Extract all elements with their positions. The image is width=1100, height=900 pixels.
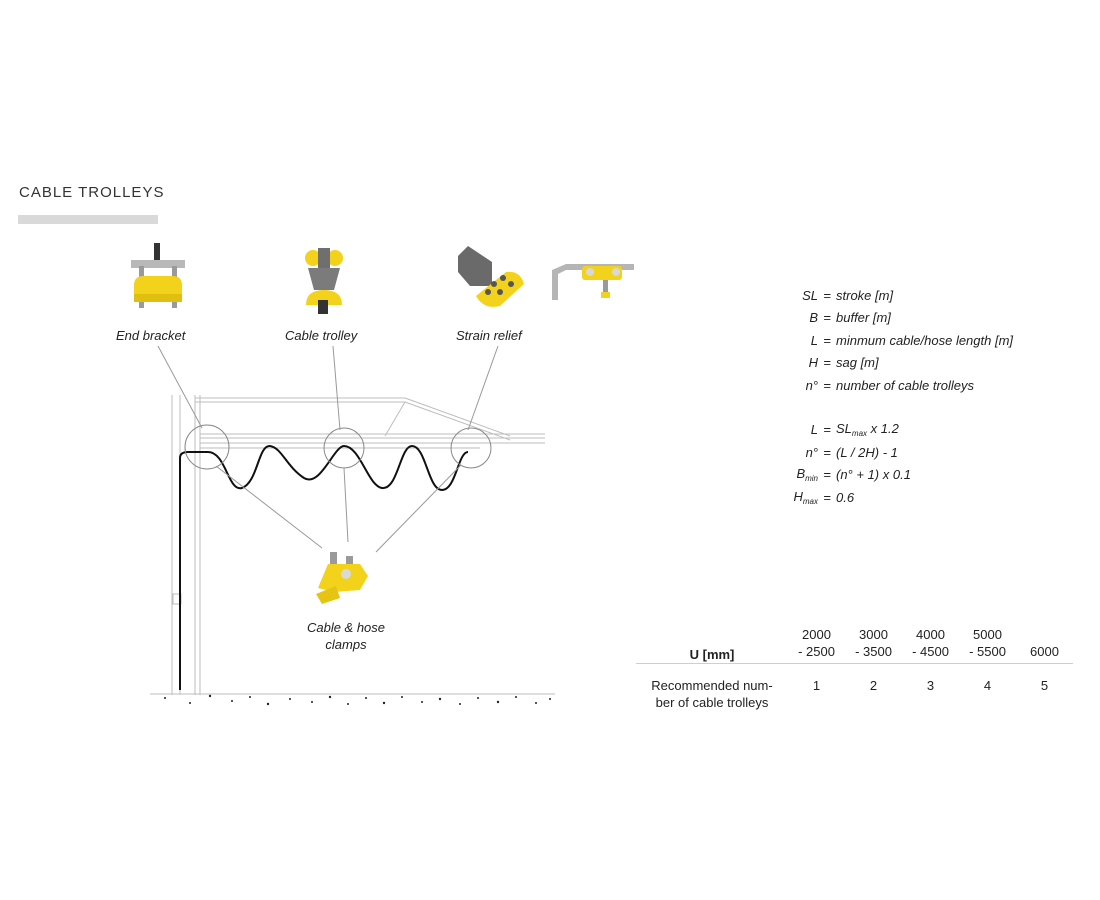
- end-bracket-label: End bracket: [116, 328, 186, 343]
- legend-row-h: H = sag [m]: [808, 355, 879, 371]
- highlight-circles: [185, 425, 491, 469]
- end-bracket-image: [131, 243, 185, 308]
- cable-hose-clamps-line2: clamps: [325, 637, 367, 652]
- table-cell: 5: [1040, 678, 1049, 693]
- table-header-row: [636, 620, 1073, 664]
- table-header-cell: 4000 - 4500: [912, 627, 949, 659]
- festoon-cable: [180, 446, 468, 690]
- formula-sag-max: $H_{max}$ = 0.6: [793, 488, 855, 506]
- formula-trolley-count: n° = (L / 2H) - 1: [805, 444, 898, 460]
- table-header-label: U [mm]: [689, 647, 735, 662]
- leader-lines: [158, 346, 498, 552]
- cable-hose-clamp-image: [316, 552, 368, 604]
- end-bracket-marker: [185, 425, 229, 469]
- legend-and-formulas: [770, 284, 1013, 509]
- table-cell: 1: [812, 678, 821, 693]
- table-header-cell: 3000 - 3500: [855, 627, 892, 659]
- table-row-label: Recommended num- ber of cable trolleys: [651, 678, 773, 710]
- table-row: [636, 665, 1073, 711]
- table-cell: 2: [869, 678, 878, 693]
- strain-relief-label: Strain relief: [456, 328, 522, 343]
- trolley-count-table: [636, 620, 1073, 711]
- strain-relief-image: [458, 246, 524, 307]
- cable-hose-clamps-label: [300, 619, 392, 653]
- legend-row-l: L = minmum cable/hose length [m]: [810, 332, 1014, 348]
- legend-row-n: n° = number of cable trolleys: [805, 377, 975, 393]
- section-title: CABLE TROLLEYS: [19, 184, 165, 201]
- legend-row-sl: SL = stroke [m]: [802, 287, 894, 303]
- legend-row-b: B = buffer [m]: [809, 310, 891, 326]
- mounting-bracket-image: [552, 264, 634, 300]
- table-header-cell: 2000 - 2500: [798, 627, 835, 659]
- table-header-cell: 5000 - 5500: [969, 627, 1006, 659]
- cable-trolley-label: Cable trolley: [285, 328, 358, 343]
- cable-hose-clamps-line1: Cable & hose: [306, 620, 386, 635]
- table-cell: 4: [983, 678, 992, 693]
- formula-buffer-min: $B_{min}$ = (n° + 1) x 0.1: [796, 466, 911, 484]
- table-header-cell: 6000: [1030, 644, 1059, 659]
- formula-length: L = $SL_{max}$ x 1.2: [810, 421, 899, 439]
- ground-texture: [164, 695, 551, 705]
- cable-trolley-image: [305, 248, 343, 314]
- table-cell: 3: [926, 678, 935, 693]
